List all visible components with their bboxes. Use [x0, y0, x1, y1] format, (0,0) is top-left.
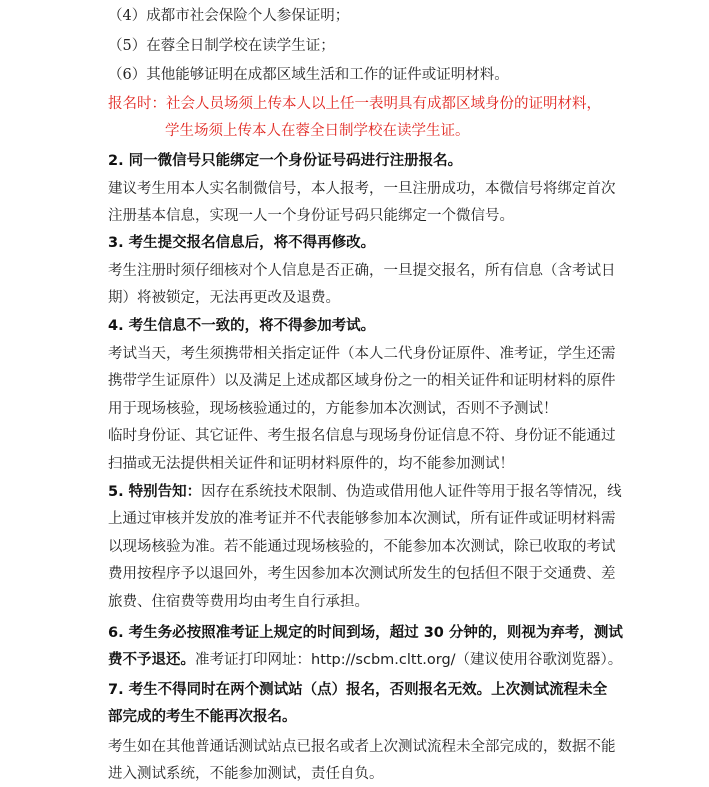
section-5-text: 因存在系统技术限制、伪造或借用他人证件等用于报名等情况，线 [201, 484, 622, 500]
list-item-5: （5）在蓉全日制学校在读学生证； [108, 38, 335, 54]
section-5-paragraph-line: 费用按程序予以退回外，考生因参加本次测试所发生的包括但不限于交通费、差 [108, 566, 616, 582]
section-3-paragraph-line: 考生注册时须仔细核对个人信息是否正确，一旦提交报名，所有信息（含考试日 [108, 263, 616, 279]
print-url-label: 准考证打印网址： [195, 652, 311, 668]
section-6-line-2 [108, 650, 622, 670]
section-5-line-1 [108, 482, 622, 502]
section-4-heading: 4. 考生信息不一致的，将不得参加考试。 [108, 318, 376, 334]
section-3-heading: 3. 考生提交报名信息后，将不得再修改。 [108, 235, 376, 251]
section-4-paragraph-line: 用于现场核验，现场核验通过的，方能参加本次测试，否则不予测试！ [108, 401, 558, 417]
list-item-6: （6）其他能够证明在成都区域生活和工作的证件或证明材料。 [108, 67, 509, 83]
section-6-heading-end: 费不予退还。 [108, 652, 195, 668]
section-2-heading: 2. 同一微信号只能绑定一个身份证号码进行注册报名。 [108, 153, 463, 169]
section-4-paragraph-line: 考试当天，考生须携带相关指定证件（本人二代身份证原件、准考证，学生还需 [108, 346, 616, 362]
registration-note-line-2: 学生场须上传本人在蓉全日制学校在读学生证。 [165, 123, 470, 139]
section-7-paragraph-line: 考生如在其他普通话测试站点已报名或者上次测试流程未全部完成的，数据不能 [108, 739, 616, 755]
section-6-heading: 6. 考生务必按照准考证上规定的时间到场，超过 30 分钟的，则视为弃考，测试 [108, 625, 623, 641]
section-4-paragraph-line: 扫描或无法提供相关证件和证明材料原件的，均不能参加测试！ [108, 456, 514, 472]
section-5-paragraph-line: 上通过审核并发放的准考证并不代表能够参加本次测试，所有证件或证明材料需 [108, 511, 616, 527]
section-4-paragraph-line: 携带学生证原件）以及满足上述成都区域身份之一的相关证件和证明材料的原件 [108, 373, 616, 389]
section-7-heading: 7. 考生不得同时在两个测试站（点）报名，否则报名无效。上次测试流程未全 [108, 682, 608, 698]
section-3-paragraph-line: 期）将被锁定，无法再更改及退费。 [108, 290, 340, 306]
registration-note-text-1: 社会人员场须上传本人以上任一表明具有成都区域身份的证明材料， [166, 96, 601, 112]
section-7-paragraph-line: 进入测试系统，不能参加测试，责任自负。 [108, 766, 384, 782]
print-url-link[interactable]: http://scbm.cltt.org/ [311, 652, 456, 668]
section-2-paragraph-line: 建议考生用本人实名制微信号，本人报考，一旦注册成功，本微信号将绑定首次 [108, 181, 616, 197]
registration-note-label: 报名时： [108, 96, 166, 112]
section-5-label: 5. 特别告知： [108, 484, 202, 500]
section-5-paragraph-line: 以现场核验为准。若不能通过现场核验的，不能参加本次测试，除已收取的考试 [108, 539, 616, 555]
section-7-heading-end: 部完成的考生不能再次报名。 [108, 709, 297, 725]
section-5-paragraph-line: 旅费、住宿费等费用均由考生自行承担。 [108, 594, 369, 610]
section-2-paragraph-line: 注册基本信息，实现一人一个身份证号码只能绑定一个微信号。 [108, 208, 514, 224]
registration-note-line-1 [108, 94, 601, 114]
list-item-4: （4）成都市社会保险个人参保证明； [108, 8, 350, 24]
browser-note: （建议使用谷歌浏览器）。 [455, 652, 623, 668]
section-4-paragraph-line: 临时身份证、其它证件、考生报名信息与现场身份证信息不符、身份证不能通过 [108, 428, 616, 444]
